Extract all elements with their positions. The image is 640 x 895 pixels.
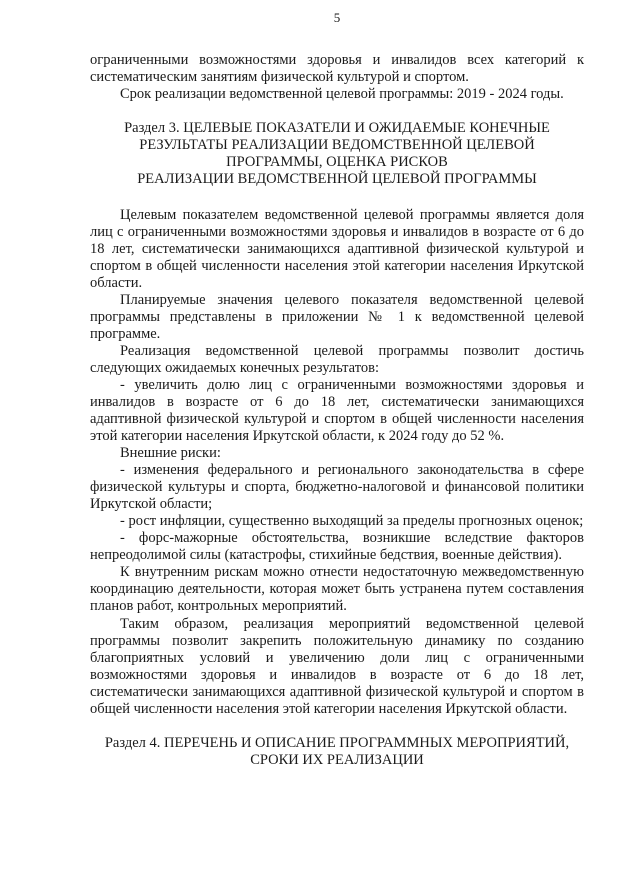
intro-paragraph-continuation: ограниченными возможностями здоровья и инвалидов всех категорий к систематическим занятиям физической культурой и спортом. [90,52,584,85]
target-indicator-paragraph: Целевым показателем ведомственной целевой программы является доля лиц с ограниченными возможностями здоровья и инвалидов в возрасте от 6 до 18 лет, систематически занимающихся адаптивной физической культурой и спортом в общей численности населения этой категории населения Иркутской области. [90,207,584,291]
document-page [90,10,584,769]
external-risk-item: - форс-мажорные обстоятельства, возникшие вследствие факторов непреодолимой силы (катастрофы, стихийные бедствия, военные действия). [90,530,584,563]
section-3-heading [90,120,584,188]
external-risks-label: Внешние риски: [120,445,221,461]
expected-results-paragraph: Реализация ведомственной целевой программы позволит достичь следующих ожидаемых конечных результатов: [90,343,584,376]
expected-result-item: - увеличить долю лиц с ограниченными возможностями здоровья и инвалидов в возрасте от 6 до 18 лет, систематически занимающихся адаптивной физической культурой и спортом в общей численности населения этой категории населения Иркутской области, к 2024 году до 52 %. [90,377,584,444]
section-4-heading [90,735,584,769]
section-4-heading-line: СРОКИ ИХ РЕАЛИЗАЦИИ [250,752,424,768]
external-risk-item: - рост инфляции, существенно выходящий за пределы прогнозных оценок; [120,513,584,529]
section-3-body [90,207,584,718]
internal-risks-paragraph: К внутренним рискам можно отнести недостаточную межведомственную координацию деятельности, которая может быть устранена путем составления планов работ, контрольных мероприятий. [90,564,584,614]
program-period-paragraph: Срок реализации ведомственной целевой программы: 2019 - 2024 годы. [120,86,564,102]
section-3-heading-line: РЕЗУЛЬТАТЫ РЕАЛИЗАЦИИ ВЕДОМСТВЕННОЙ ЦЕЛЕВОЙ [139,137,535,153]
section-3-heading-line: Раздел 3. ЦЕЛЕВЫЕ ПОКАЗАТЕЛИ И ОЖИДАЕМЫЕ КОНЕЧНЫЕ [124,120,550,136]
section-4-heading-line: Раздел 4. ПЕРЕЧЕНЬ И ОПИСАНИЕ ПРОГРАММНЫХ МЕРОПРИЯТИЙ, [104,735,570,751]
external-risk-item: - изменения федерального и регионального законодательства в сфере физической культуры и спорта, бюджетно-налоговой и финансовой политики Иркутской области; [90,462,584,512]
page-number: 5 [333,10,341,25]
planned-values-paragraph: Планируемые значения целевого показателя ведомственной целевой программы представлены в приложении № 1 к ведомственной целевой программе. [90,292,584,342]
section-3-heading-line: РЕАЛИЗАЦИИ ВЕДОМСТВЕННОЙ ЦЕЛЕВОЙ ПРОГРАММЫ [137,171,537,187]
conclusion-paragraph: Таким образом, реализация мероприятий ведомственной целевой программы позволит закрепить положительную динамику по созданию благоприятных условий и увеличению доли лиц с ограниченными возможностями здоровья и инвалидов в возрасте от 6 до 18 лет, систематически занимающихся адаптивной физической культурой и спортом в общей численности населения этой категории населения Иркутской области. [90,616,584,717]
section-3-heading-line: ПРОГРАММЫ, ОЦЕНКА РИСКОВ [226,154,448,170]
